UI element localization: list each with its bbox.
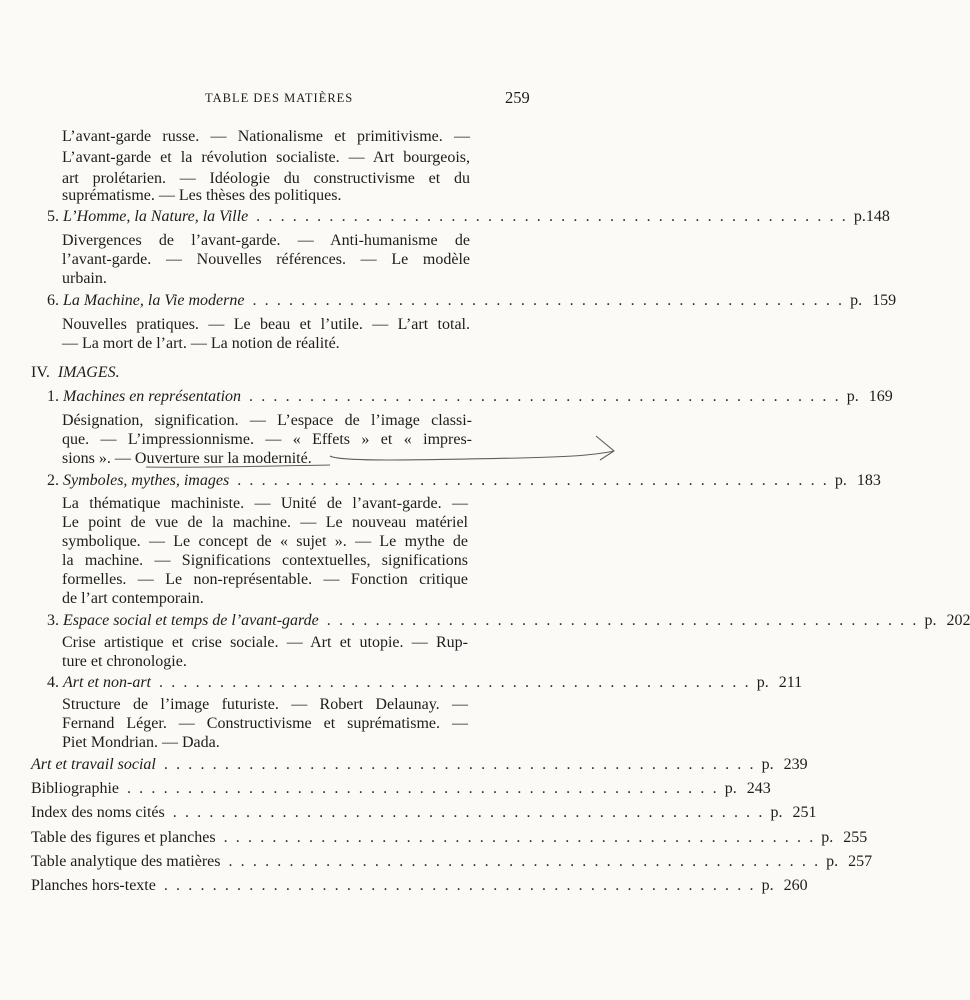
entry-page: 211 <box>778 674 803 691</box>
entry-page-wrap <box>847 387 893 407</box>
page-prefix: p. <box>834 472 847 489</box>
page-prefix: p. <box>850 292 863 309</box>
toc-entry-back-matter[interactable] <box>31 876 808 896</box>
page-prefix: p. <box>724 780 737 797</box>
toc-entry-section-4[interactable] <box>47 673 803 693</box>
entry-page: p.148 <box>853 208 890 225</box>
entry-page-wrap <box>850 291 896 311</box>
entry-page-wrap <box>835 471 881 491</box>
chapter-5-line: urbain. <box>62 270 107 287</box>
page-prefix: p. <box>826 853 839 870</box>
entry-page: 159 <box>872 292 897 309</box>
entry-page: 251 <box>792 804 817 821</box>
entry-title: Art et non-art <box>63 674 151 691</box>
section-2-line: la machine. — Significations contextuelles, significations <box>62 552 468 569</box>
toc-entry-section-2[interactable] <box>47 471 881 491</box>
toc-entry-back-matter[interactable] <box>31 852 873 872</box>
section-3-line: Crise artistique et crise sociale. — Art et utopie. — Rup- <box>62 634 468 651</box>
section-1-line: Désignation, signification. — L’espace de l’image classi- <box>62 412 472 429</box>
entry-title: Index des noms cités <box>31 804 165 821</box>
entry-number: 6. <box>47 292 59 309</box>
page-prefix: p. <box>761 877 774 894</box>
leader-dots: . . . . . . . . . . . . . . . . . . . . . . . . . . . . . . . . . . . . . . . . . . . . . . . . . <box>159 674 751 691</box>
toc-entry-back-matter[interactable] <box>31 803 817 823</box>
section-3-line: ture et chronologie. <box>62 653 187 670</box>
running-head-title: TABLE DES MATIÈRES <box>205 91 354 105</box>
part-numeral: IV. <box>31 364 50 381</box>
toc-entry-back-matter[interactable] <box>31 755 808 775</box>
entry-number: 3. <box>47 612 59 629</box>
chapter-6-line: — La mort de l’art. — La notion de réalité. <box>62 335 340 352</box>
leader-dots: . . . . . . . . . . . . . . . . . . . . . . . . . . . . . . . . . . . . . . . . . . . . . . . . . <box>228 853 821 870</box>
entry-page: 202 <box>946 612 970 629</box>
entry-page: 239 <box>783 756 808 773</box>
entry-title: L’Homme, la Nature, la Ville <box>63 208 249 225</box>
entry-page: 257 <box>848 853 873 870</box>
leader-dots: . . . . . . . . . . . . . . . . . . . . . . . . . . . . . . . . . . . . . . . . . . . . . . . . . <box>237 472 829 489</box>
leader-dots: . . . . . . . . . . . . . . . . . . . . . . . . . . . . . . . . . . . . . . . . . . . . . . . . . <box>163 877 756 894</box>
entry-page-wrap <box>821 828 867 848</box>
intro-line: L’avant-garde russe. — Nationalisme et primitivisme. — <box>62 128 470 145</box>
entry-page-wrap <box>924 611 970 631</box>
entry-title: La Machine, la Vie moderne <box>63 292 245 309</box>
page-prefix: p. <box>924 612 937 629</box>
section-2-line: de l’art contemporain. <box>62 590 204 607</box>
page-prefix: p. <box>846 388 859 405</box>
leader-dots: . . . . . . . . . . . . . . . . . . . . . . . . . . . . . . . . . . . . . . . . . . . . . . . . . <box>126 780 719 797</box>
leader-dots: . . . . . . . . . . . . . . . . . . . . . . . . . . . . . . . . . . . . . . . . . . . . . . . . . <box>326 612 919 629</box>
leader-dots: . . . . . . . . . . . . . . . . . . . . . . . . . . . . . . . . . . . . . . . . . . . . . . . . . <box>256 208 848 225</box>
section-1-line: sions ». — Ouverture sur la modernité. <box>62 450 312 467</box>
chapter-5-line: Divergences de l’avant-garde. — Anti-humanisme de <box>62 232 470 249</box>
section-4-line: Piet Mondrian. — Dada. <box>62 734 220 751</box>
entry-page: 169 <box>868 388 893 405</box>
page-prefix: p. <box>761 756 774 773</box>
entry-title: Planches hors-texte <box>31 877 156 894</box>
section-2-line: symbolique. — Le concept de « sujet ». — Le mythe de <box>62 533 468 550</box>
page-prefix: p. <box>770 804 783 821</box>
page-number: 259 <box>505 88 530 107</box>
entry-title: Table analytique des matières <box>31 853 221 870</box>
entry-number: 1. <box>47 388 59 405</box>
entry-page: 243 <box>746 780 771 797</box>
entry-page-wrap <box>757 673 802 693</box>
entry-page-wrap <box>762 876 808 896</box>
chapter-6-line: Nouvelles pratiques. — Le beau et l’utile. — L’art total. <box>62 316 470 333</box>
leader-dots: . . . . . . . . . . . . . . . . . . . . . . . . . . . . . . . . . . . . . . . . . . . . . . . . . <box>163 756 756 773</box>
entry-number: 5. <box>47 208 59 225</box>
page-prefix: p. <box>821 829 834 846</box>
section-1-line: que. — L’impressionnisme. — « Effets » et « impres- <box>62 431 472 448</box>
entry-title: Symboles, mythes, images <box>63 472 230 489</box>
entry-title: Table des figures et planches <box>31 829 216 846</box>
section-2-line: La thématique machiniste. — Unité de l’avant-garde. — <box>62 495 468 512</box>
entry-number: 2. <box>47 472 59 489</box>
intro-line: suprématisme. — Les thèses des politiques. <box>62 187 342 204</box>
intro-line: L’avant-garde et la révolution socialiste. — Art bourgeois, <box>62 149 470 166</box>
entry-number: 4. <box>47 674 59 691</box>
chapter-5-line: l’avant-garde. — Nouvelles références. — Le modèle <box>62 251 470 268</box>
section-2-line: formelles. — Le non-représentable. — Fonction critique <box>62 571 468 588</box>
entry-page-wrap <box>762 755 808 775</box>
entry-title: Bibliographie <box>31 780 119 797</box>
entry-page: 183 <box>856 472 881 489</box>
leader-dots: . . . . . . . . . . . . . . . . . . . . . . . . . . . . . . . . . . . . . . . . . . . . . . . . . <box>249 388 841 405</box>
entry-page-wrap <box>725 779 771 799</box>
section-4-line: Fernand Léger. — Constructivisme et suprématisme. — <box>62 715 468 732</box>
toc-entry-back-matter[interactable] <box>31 828 868 848</box>
page-prefix: p. <box>756 674 769 691</box>
leader-dots: . . . . . . . . . . . . . . . . . . . . . . . . . . . . . . . . . . . . . . . . . . . . . . . . . <box>223 829 816 846</box>
leader-dots: . . . . . . . . . . . . . . . . . . . . . . . . . . . . . . . . . . . . . . . . . . . . . . . . . <box>252 292 845 309</box>
entry-page: 260 <box>783 877 808 894</box>
toc-entry-back-matter[interactable] <box>31 779 771 799</box>
toc-entry-section-3[interactable] <box>47 611 970 631</box>
entry-title: Espace social et temps de l’avant-garde <box>63 612 319 629</box>
leader-dots: . . . . . . . . . . . . . . . . . . . . . . . . . . . . . . . . . . . . . . . . . . . . . . . . . <box>172 804 765 821</box>
entry-title: Art et travail social <box>31 756 156 773</box>
intro-line: art prolétarien. — Idéologie du constructivisme et du <box>62 170 470 187</box>
section-4-line: Structure de l’image futuriste. — Robert Delaunay. — <box>62 696 468 713</box>
entry-page-wrap <box>826 852 872 872</box>
section-2-line: Le point de vue de la machine. — Le nouveau matériel <box>62 514 468 531</box>
entry-title: Machines en représentation <box>63 388 242 405</box>
part-title: IMAGES. <box>57 364 120 381</box>
entry-page: 255 <box>843 829 868 846</box>
entry-page-wrap <box>770 803 816 823</box>
